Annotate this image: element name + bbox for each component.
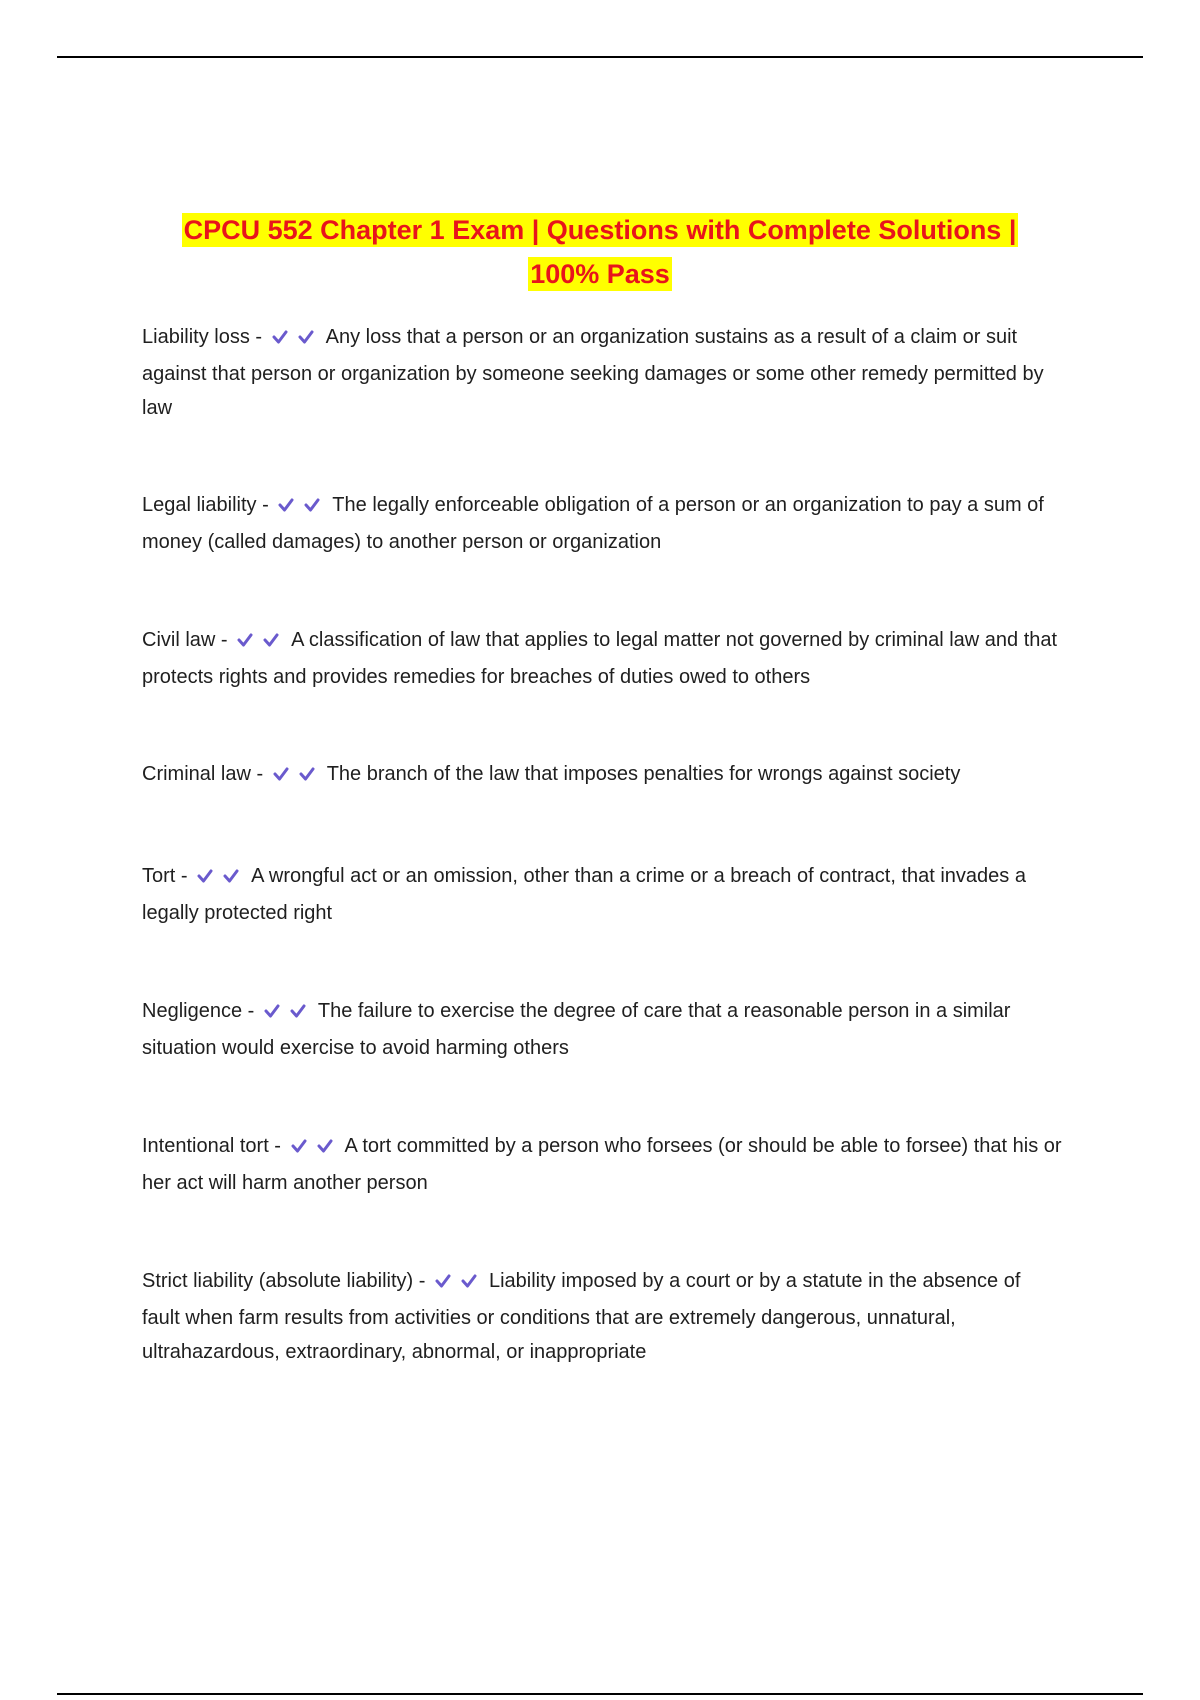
entry-definition: The failure to exercise the degree of care that a reasonable person in a similar situation would exercise to avoid harming others <box>142 1000 1011 1059</box>
check-icon <box>223 867 249 885</box>
check-icon <box>237 631 263 649</box>
check-icon <box>435 1272 461 1290</box>
entry-definition: A wrongful act or an omission, other than a crime or a breach of contract, that invades a legally protected right <box>142 865 1026 924</box>
title-line-1: CPCU 552 Chapter 1 Exam | Questions with Complete Solutions | <box>183 215 1017 245</box>
entry-definition: A classification of law that applies to legal matter not governed by criminal law and that protects rights and provides remedies for breaches of duties owed to others <box>142 629 1058 688</box>
entry-definition: The legally enforceable obligation of a person or an organization to pay a sum of money (called damages) to another person or organization <box>142 494 1044 553</box>
term-separator: - <box>249 326 268 348</box>
qa-entry <box>142 1264 1062 1369</box>
check-icon <box>272 328 298 346</box>
check-icon <box>273 765 299 783</box>
entry-term: Tort <box>142 865 176 887</box>
term-separator: - <box>268 1135 287 1157</box>
check-icon <box>298 328 324 346</box>
entry-term: Legal liability <box>142 494 257 516</box>
entry-term: Intentional tort <box>142 1135 269 1157</box>
double-check-icon <box>264 997 316 1031</box>
qa-entry <box>142 320 1062 425</box>
check-icon <box>461 1272 487 1290</box>
check-icon <box>278 496 304 514</box>
qa-entry <box>142 859 1062 930</box>
double-check-icon <box>272 323 324 357</box>
check-icon <box>263 631 289 649</box>
entry-term: Civil law <box>142 629 216 651</box>
qa-entry <box>142 757 1062 794</box>
term-separator: - <box>413 1270 431 1292</box>
qa-entry <box>142 623 1062 694</box>
entry-definition: Liability imposed by a court or by a statute in the absence of fault when farm results from activities or conditions that are extremely dangerous, unnatural, ultrahazardous, extraordinary, abnormal, or inappropriate <box>142 1270 1021 1363</box>
check-icon <box>317 1137 343 1155</box>
title-line-2: 100% Pass <box>530 259 670 289</box>
double-check-icon <box>197 862 249 896</box>
double-check-icon <box>278 491 330 525</box>
check-icon <box>264 1002 290 1020</box>
qa-entry <box>142 1129 1062 1200</box>
entry-term: Liability loss <box>142 326 250 348</box>
double-check-icon <box>237 626 289 660</box>
double-check-icon <box>291 1132 343 1166</box>
entry-definition: The branch of the law that imposes penalties for wrongs against society <box>326 763 961 785</box>
entry-term: Strict liability (absolute liability) <box>142 1270 414 1292</box>
document-title <box>100 208 1100 296</box>
check-icon <box>304 496 330 514</box>
entry-definition: A tort committed by a person who forsees (or should be able to forsee) that his or her act will harm another person <box>142 1135 1062 1194</box>
qa-entry <box>142 488 1062 559</box>
check-icon <box>290 1002 316 1020</box>
check-icon <box>299 765 325 783</box>
entry-term: Negligence <box>142 1000 243 1022</box>
entry-term: Criminal law <box>142 763 251 785</box>
term-separator: - <box>215 629 234 651</box>
term-separator: - <box>175 865 194 887</box>
entry-definition: Any loss that a person or an organization sustains as a result of a claim or suit against that person or organization by someone seeking damages or some other remedy permitted by law <box>142 326 1044 419</box>
term-separator: - <box>256 494 275 516</box>
bottom-rule <box>57 1693 1143 1695</box>
double-check-icon <box>435 1267 487 1301</box>
check-icon <box>291 1137 317 1155</box>
double-check-icon <box>273 760 325 794</box>
qa-entry <box>142 994 1062 1065</box>
check-icon <box>197 867 223 885</box>
term-separator: - <box>242 1000 260 1022</box>
term-separator: - <box>250 763 269 785</box>
top-rule <box>57 56 1143 58</box>
